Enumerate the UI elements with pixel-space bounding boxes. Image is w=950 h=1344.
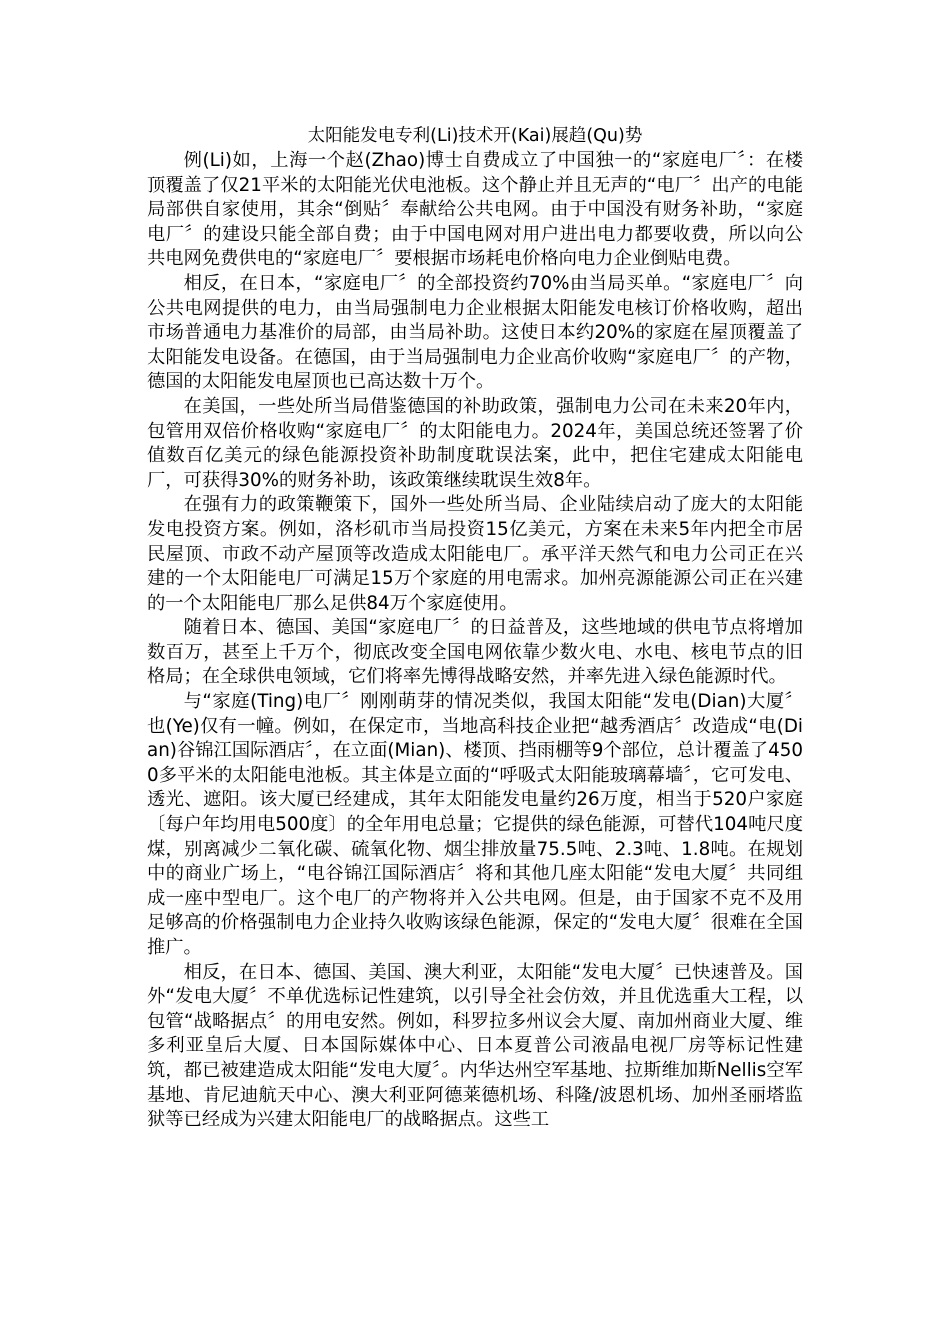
paragraph-5: 随着日本、德国、美国“家庭电厂〞的日益普及，这些地域的供电节点将增加数百万，甚至上千万个，彻底改变全国电网依靠少数火电、水电、核电节点的旧格局；在全球供电领域，它们将率先博得战略安然，并率先进入绿色能源时代。 — [147, 617, 803, 688]
paragraph-4: 在强有力的政策鞭策下，国外一些处所当局、企业陆续启动了庞大的太阳能发电投资方案。例如，洛杉矶市当局投资15亿美元，方案在未来5年内把全市居民屋顶、市政不动产屋顶等改造成太阳能电厂。承平洋天然气和电力公司正在兴建的一个太阳能电厂可满足15万个家庭的用电需求。加州亮源能源公司正在兴建的一个太阳能电厂那么足供84万个家庭使用。 — [147, 494, 803, 614]
paragraph-7: 相反，在日本、德国、美国、澳大利亚，太阳能“发电大厦〞已快速普及。国外“发电大厦〞不单优选标记性建筑，以引导全社会仿效，并且优选重大工程，以包管“战略据点〞的用电安然。例如，科罗拉多州议会大厦、南加州商业大厦、维多利亚皇后大厦、日本国际媒体中心、日本夏普公司液晶电视厂房等标记性建筑，都已被建造成太阳能“发电大厦〞。内华达州空军基地、拉斯维加斯Nellis空军基地、肯尼迪航天中心、澳大利亚阿德莱德机场、科隆/波恩机场、加州圣丽塔监狱等已经成为兴建太阳能电厂的战略据点。这些工 — [147, 961, 803, 1131]
paragraph-2: 相反，在日本，“家庭电厂〞的全部投资约70%由当局买单。“家庭电厂〞向公共电网提供的电力，由当局强制电力企业根据太阳能发电核订价格收购，超出市场普通电力基准价的局部，由当局补助。这使日本约20%的家庭在屋顶覆盖了太阳能发电设备。在德国，由于当局强制电力企业高价收购“家庭电厂〞的产物，德国的太阳能发电屋顶也已高达数十万个。 — [147, 272, 803, 393]
document-title: 太阳能发电专利(Li)技术开(Kai)展趋(Qu)势 — [307, 126, 643, 146]
paragraph-3: 在美国，一些处所当局借鉴德国的补助政策，强制电力公司在未来20年内，包管用双倍价格收购“家庭电厂〞的太阳能电力。2024年，美国总统还签署了价值数百亿美元的绿色能源投资补助制度耽误法案，此中，把住宅建成太阳能电厂，可获得30%的财务补助，该政策继续耽误生效8年。 — [147, 395, 803, 491]
document-page — [147, 124, 803, 1133]
paragraph-1: 例(Li)如，上海一个赵(Zhao)博士自费成立了中国独一的“家庭电厂〞：在楼顶覆盖了仅21平米的太阳能光伏电池板。这个静止并且无声的“电厂〞出产的电能局部供自家使用，其余“倒贴〞奉献给公共电网。由于中国没有财务补助，“家庭电厂〞的建设只能全部自费；由于中国电网对用户进出电力都要收费，所以向公共电网免费供电的“家庭电厂〞要根据市场耗电价格向电力企业倒贴电费。 — [147, 150, 803, 270]
paragraph-6: 与“家庭(Ting)电厂〞刚刚萌芽的情况类似，我国太阳能“发电(Dian)大厦〞也(Ye)仅有一幢。例如，在保定市，当地高科技企业把“越秀酒店〞改造成“电(Dian)谷锦江国际酒店〞，在立面(Mian)、楼顶、挡雨棚等9个部位，总计覆盖了4500多平米的太阳能电池板。其主体是立面的“呼吸式太阳能玻璃幕墙〞，它可发电、透光、遮阳。该大厦已经建成，其年太阳能发电量约26万度，相当于520户家庭〔每户年均用电500度〕的全年用电总量；它提供的绿色能源，可替代104吨尺度煤，别离减少二氧化碳、硫氧化物、烟尘排放量75.5吨、2.3吨、1.8吨。在规划中的商业广场上，“电谷锦江国际酒店〞将和其他几座太阳能“发电大厦〞共同组成一座中型电厂。这个电厂的产物将并入公共电网。但是，由于国家不克不及用足够高的价格强制电力企业持久收购该绿色能源，保定的“发电大厦〞很难在全国推广。 — [147, 691, 803, 958]
